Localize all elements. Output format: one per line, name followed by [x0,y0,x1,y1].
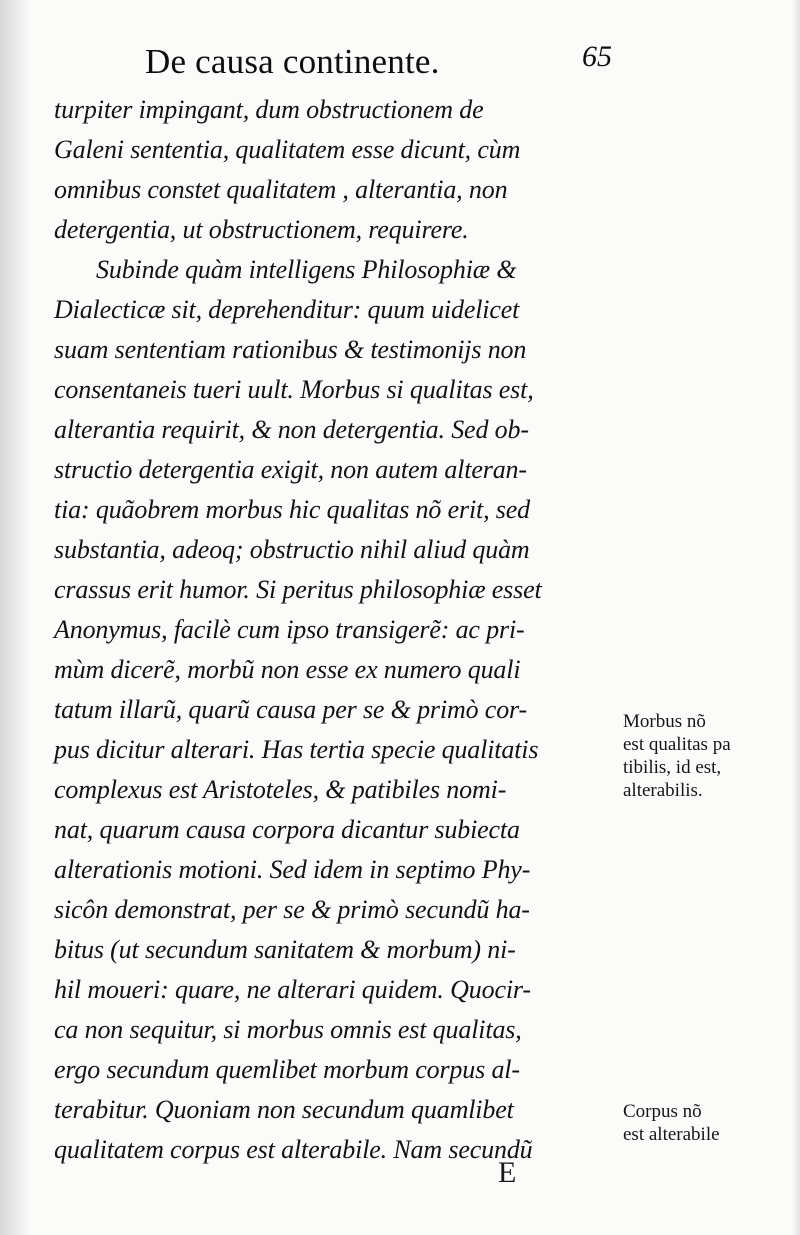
marginal-note-line: est alterabile [623,1124,720,1145]
text-line: qualitatem corpus est alterabile. Nam secundũ [54,1135,533,1164]
text-line: nat, quarum causa corpora dicantur subiecta [54,815,520,844]
marginal-note-line: est qualitas pa [623,734,731,755]
text-line: suam sententiam rationibus & testimonijs non [54,335,527,364]
show-through-text [630,585,634,605]
marginal-note-line: Corpus nõ [623,1101,702,1122]
running-head: De causa continente. [145,42,440,81]
text-line: structio detergentia exigit, non autem alteran- [54,455,527,484]
text-line: Subinde quàm intelligens Philosophiæ & [96,255,517,284]
text-line: alterationis motioni. Sed idem in septimo Phy- [54,855,531,884]
signature-mark: E [498,1156,517,1189]
text-line: crassus erit humor. Si peritus philosophiæ esset [54,575,542,604]
text-line: substantia, adeoq; obstructio nihil aliud quàm [54,535,530,564]
text-line: complexus est Aristoteles, & patibiles nomi- [54,775,507,804]
text-line: omnibus constet qualitatem , alterantia, non [54,175,508,204]
text-line: turpiter impingant, dum obstructionem de [54,95,484,124]
marginal-note [623,710,798,802]
text-line: ergo secundum quemlibet morbum corpus al- [54,1055,520,1084]
text-line: Dialecticæ sit, deprehenditur: quum uidelicet [54,295,520,324]
text-line: alterantia requirit, & non detergentia. Sed ob- [54,415,529,444]
text-line: tatum illarũ, quarũ causa per se & primò cor- [54,695,527,724]
page-number: 65 [582,40,612,73]
text-line: detergentia, ut obstructionem, requirere. [54,215,469,244]
show-through-text [630,95,634,115]
marginal-note-line: Morbus nõ [623,711,706,732]
text-line: sicôn demonstrat, per se & primò secundũ ha- [54,895,530,924]
main-text-block [54,90,622,1170]
marginal-note-line: alterabilis. [623,780,703,801]
page-header [0,38,800,88]
gutter-shadow [0,0,30,1235]
marginal-note-line: tibilis, id est, [623,757,722,778]
text-line: Anonymus, facilè cum ipso transigerẽ: ac pri- [54,615,525,644]
text-line: consentaneis tueri uult. Morbus si qualitas est, [54,375,534,404]
text-line: pus dicitur alterari. Has tertia specie qualitatis [54,735,539,764]
marginal-note [623,1100,798,1146]
text-line: Galeni sententia, qualitatem esse dicunt, cùm [54,135,521,164]
text-line: ca non sequitur, si morbus omnis est qualitas, [54,1015,522,1044]
text-line: tia: quãobrem morbus hic qualitas nõ erit, sed [54,495,531,524]
text-line: hil moueri: quare, ne alterari quidem. Quocir- [54,975,531,1004]
text-line: bitus (ut secundum sanitatem & morbum) ni- [54,935,516,964]
text-line: mùm dicerẽ, morbũ non esse ex numero quali [54,655,521,684]
text-line: terabitur. Quoniam non secundum quamlibet [54,1095,514,1124]
page-edge [792,0,800,1235]
show-through-text [628,990,632,1010]
